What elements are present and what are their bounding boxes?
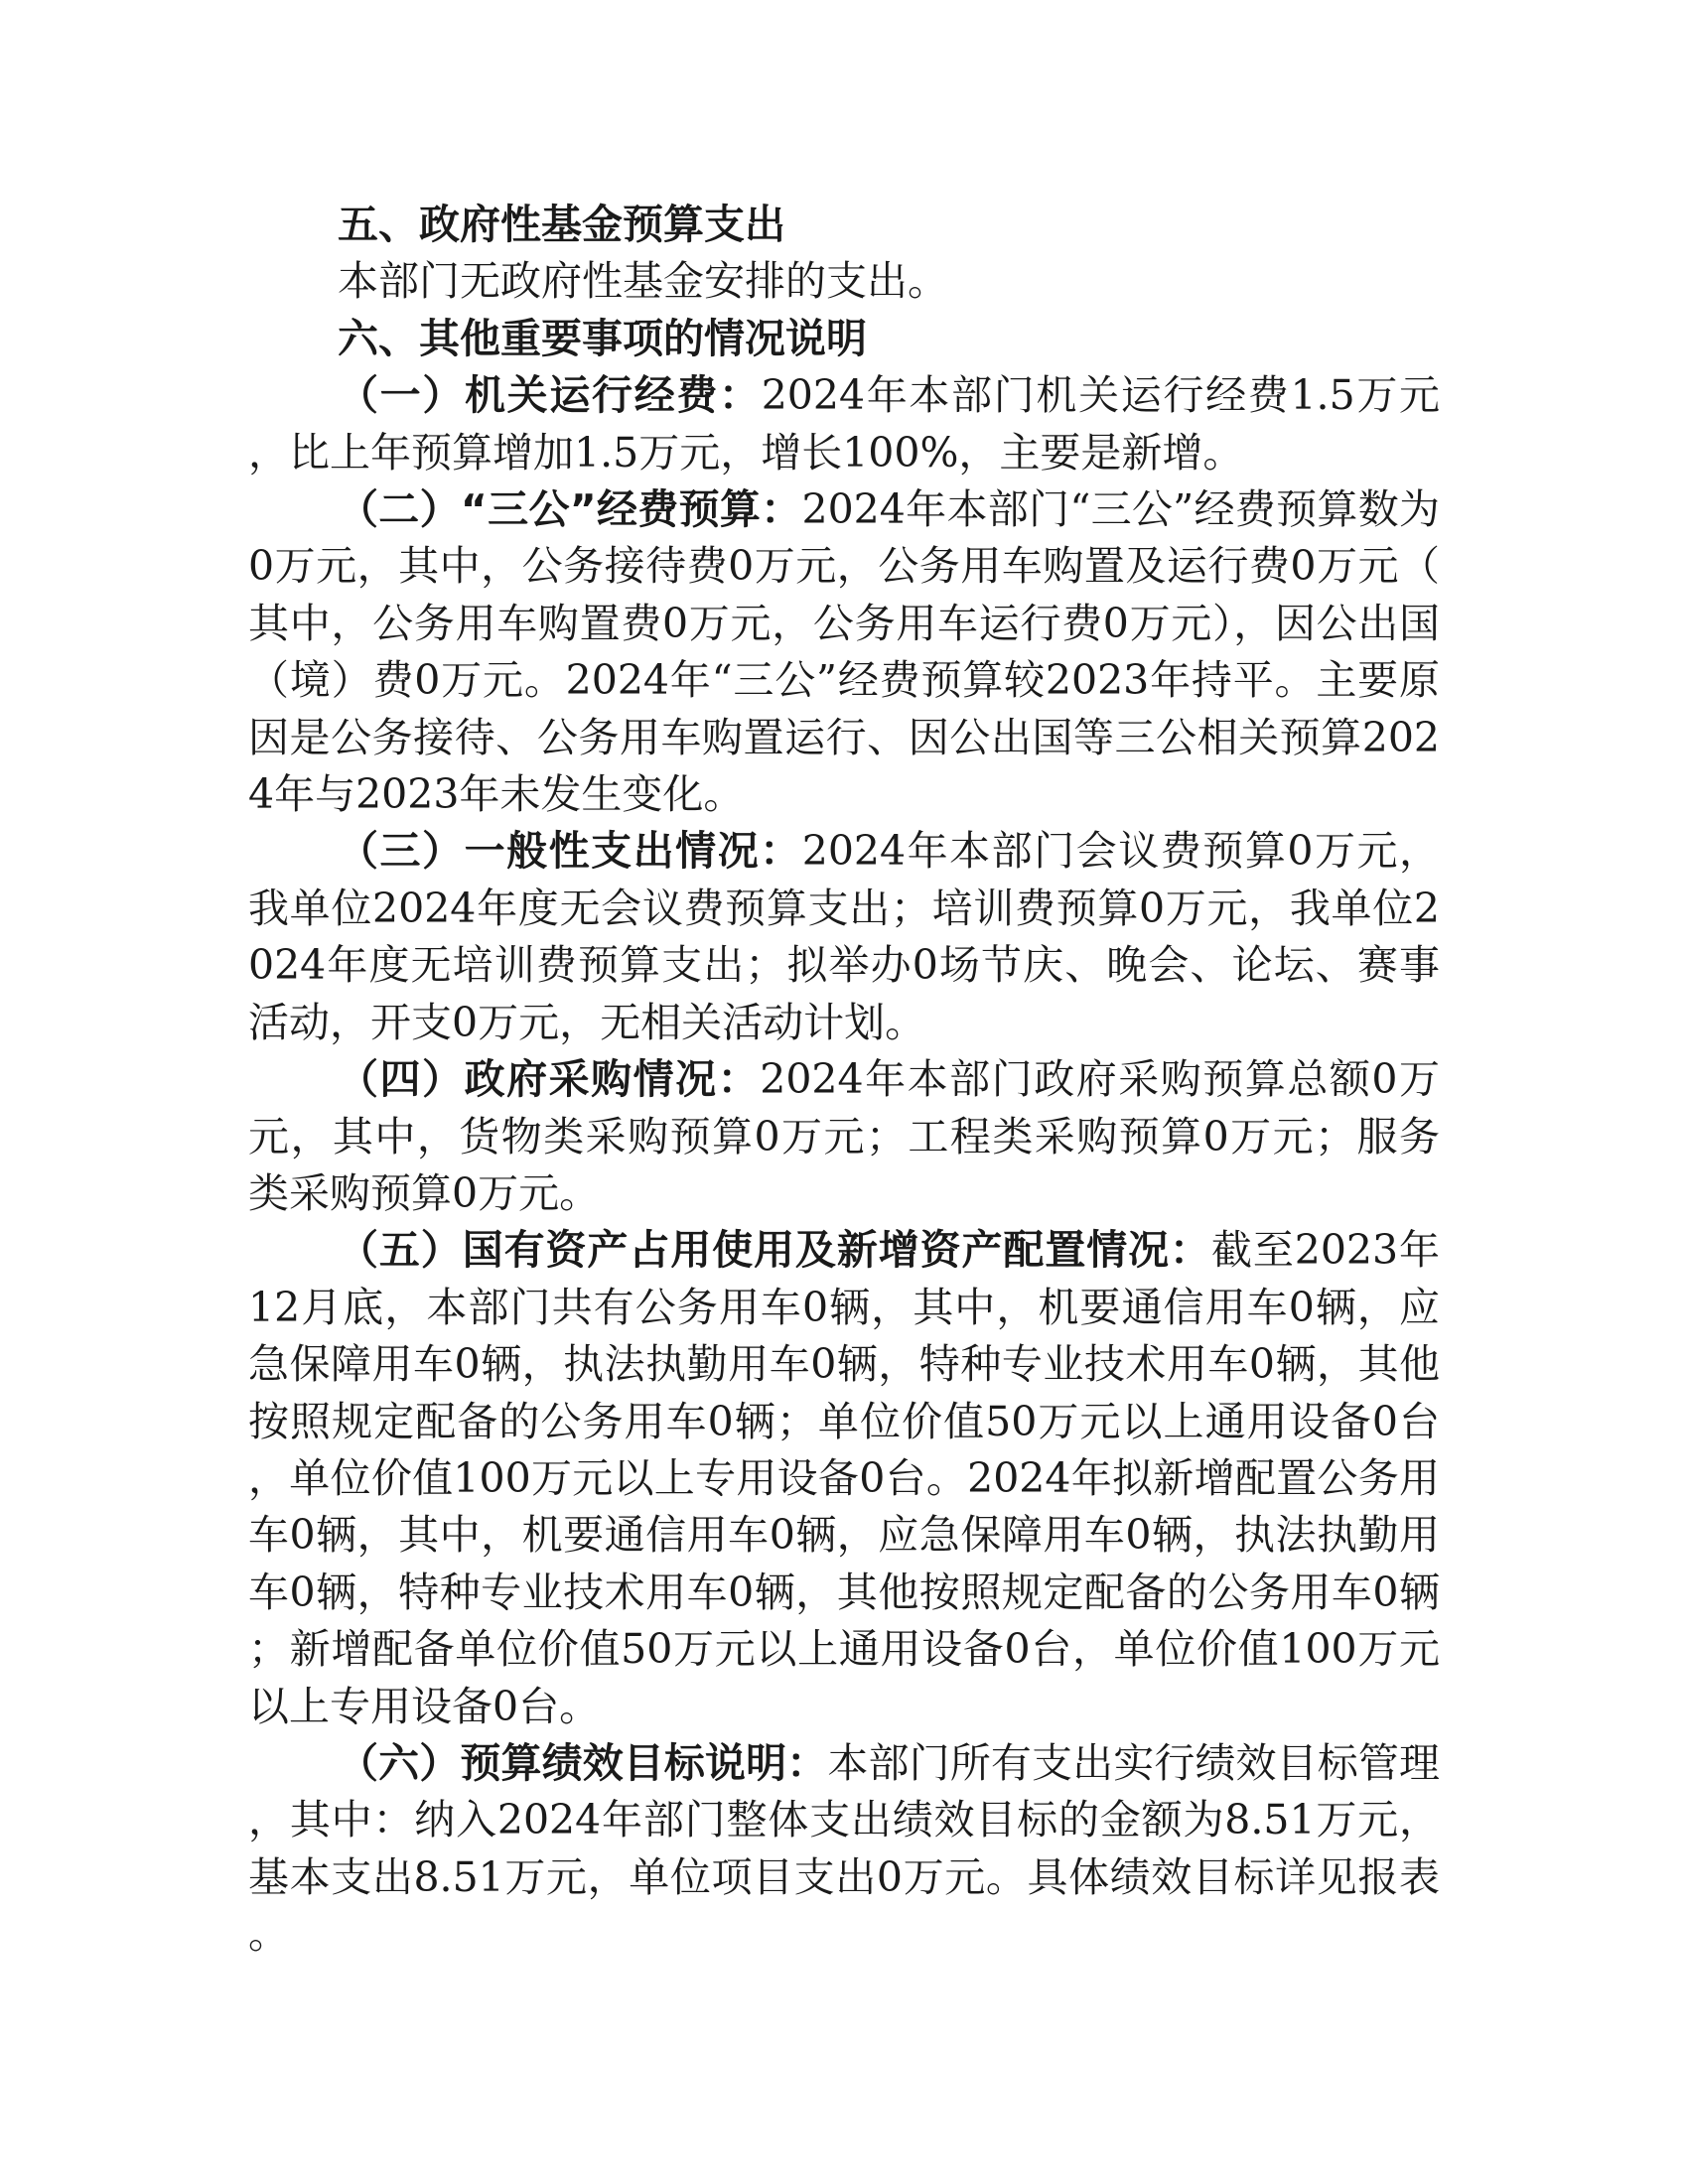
section-heading-government-fund: 五、政府性基金预算支出 [338, 201, 785, 248]
paragraph-text: 2024年本部门机关运行经费1.5万元，比上年预算增加1.5万元，增长100%，主要是新增。 [248, 371, 1440, 477]
paragraph-text: 2024年本部门“三公”经费预算数为0万元，其中，公务接待费0万元，公务用车购置及运行费0万元（其中，公务用车购置费0万元，公务用车运行费0万元），因公出国（境）费0万元。2024年“三公”经费预算较2023年持平。主要原因是公务接待、公务用车购置运行、因公出国等三公相关预算2024年与2023年未发生变化。 [248, 485, 1440, 819]
paragraph-text: 本部门所有支出实行绩效目标管理，其中：纳入2024年部门整体支出绩效目标的金额为8.51万元，基本支出8.51万元，单位项目支出0万元。具体绩效目标详见报表。 [248, 1738, 1441, 1959]
paragraph-lead: （二）“三公”经费预算： [338, 485, 802, 534]
paragraph-three-public-expenses [248, 481, 1440, 823]
section-heading-other-matters: 六、其他重要事项的情况说明 [338, 314, 867, 362]
paragraph-state-assets [248, 1222, 1440, 1735]
paragraph-lead: （六）预算绩效目标说明： [338, 1738, 828, 1787]
paragraph-lead: （三）一般性支出情况： [338, 827, 802, 876]
paragraph-text: 截至2023年12月底，本部门共有公务用车0辆，其中，机要通信用车0辆，应急保障用车0辆，执法执勤用车0辆，特种专业技术用车0辆，其他按照规定配备的公务用车0辆；单位价值50万元以上通用设备0台，单位价值100万元以上专用设备0台。2024年拟新增配置公务用车0辆，其中，机要通信用车0辆，应急保障用车0辆，执法执勤用车0辆，特种专业技术用车0辆，其他按照规定配备的公务用车0辆；新增配备单位价值50万元以上通用设备0台，单位价值100万元以上专用设备0台。 [248, 1226, 1441, 1730]
paragraph-lead: （一）机关运行经费： [338, 371, 762, 420]
paragraph-text: 2024年本部门会议费预算0万元，我单位2024年度无会议费预算支出；培训费预算0万元，我单位2024年度无培训费预算支出；拟举办0场节庆、晚会、论坛、赛事活动，开支0万元，无相关活动计划。 [248, 827, 1440, 1046]
paragraph-lead: （四）政府采购情况： [338, 1055, 761, 1104]
paragraph-lead: （五）国有资产占用使用及新增资产配置情况： [338, 1226, 1211, 1275]
paragraph-operating-expenses [248, 367, 1440, 481]
document-page [248, 197, 1440, 1964]
paragraph-government-procurement [248, 1051, 1440, 1222]
paragraph-performance-goals [248, 1735, 1440, 1964]
section-body-government-fund: 本部门无政府性基金安排的支出。 [338, 257, 948, 306]
paragraph-text: 2024年本部门政府采购预算总额0万元，其中，货物类采购预算0万元；工程类采购预算0万元；服务类采购预算0万元。 [248, 1055, 1440, 1217]
paragraph-general-expenditure [248, 823, 1440, 1051]
